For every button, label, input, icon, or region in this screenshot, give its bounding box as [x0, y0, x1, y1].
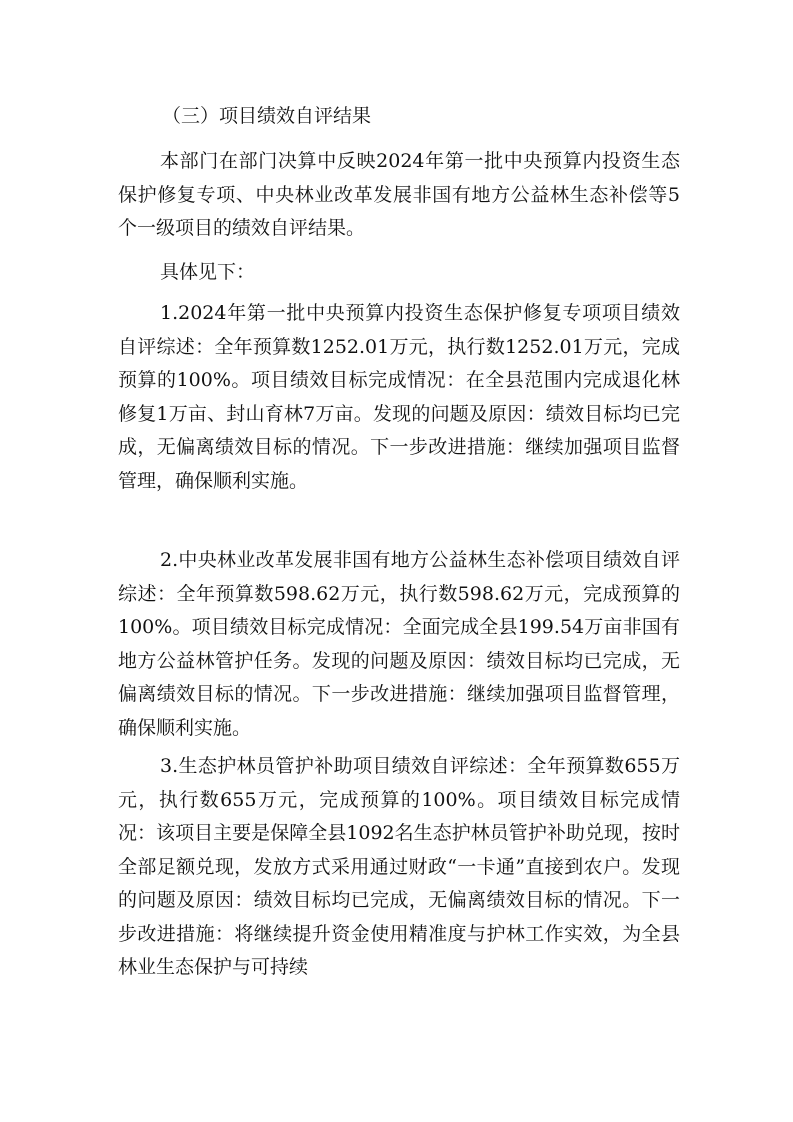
see-below-paragraph: 具体见下： — [160, 261, 256, 283]
section-heading: （三）项目绩效自评结果 — [162, 105, 372, 127]
item-3-paragraph: 3.生态护林员管护补助项目绩效自评综述：全年预算数655万元，执行数655万元，完成预算的100%。项目绩效目标完成情况：该项目主要是保障全县1092名生态护林员管护补助兑现，按时全部足额兑现，发放方式采用通过财政“一卡通”直接到农户。发现的问题及原因：绩效目标均已完成，无偏离绩效目标的情况。下一步改进措施：将继续提升资金使用精准度与护林工作实效，为全县林业生态保护与可持续 — [118, 755, 680, 978]
item-2-paragraph: 2.中央林业改革发展非国有地方公益林生态补偿项目绩效自评综述：全年预算数598.62万元，执行数598.62万元，完成预算的100%。项目绩效目标完成情况：全面完成全县199.54万亩非国有地方公益林管护任务。发现的问题及原因：绩效目标均已完成，无偏离绩效目标的情况。下一步改进措施：继续加强项目监督管理，确保顺利实施。 — [118, 549, 680, 739]
item-1-paragraph: 1.2024年第一批中央预算内投资生态保护修复专项项目绩效自评综述：全年预算数1252.01万元，执行数1252.01万元，完成预算的100%。项目绩效目标完成情况：在全县范围内完成退化林修复1万亩、封山育林7万亩。发现的问题及原因：绩效目标均已完成，无偏离绩效目标的情况。下一步改进措施：继续加强项目监督管理，确保顺利实施。 — [118, 302, 680, 492]
intro-paragraph: 本部门在部门决算中反映2024年第一批中央预算内投资生态保护修复专项、中央林业改革发展非国有地方公益林生态补偿等5个一级项目的绩效自评结果。 — [118, 150, 680, 239]
